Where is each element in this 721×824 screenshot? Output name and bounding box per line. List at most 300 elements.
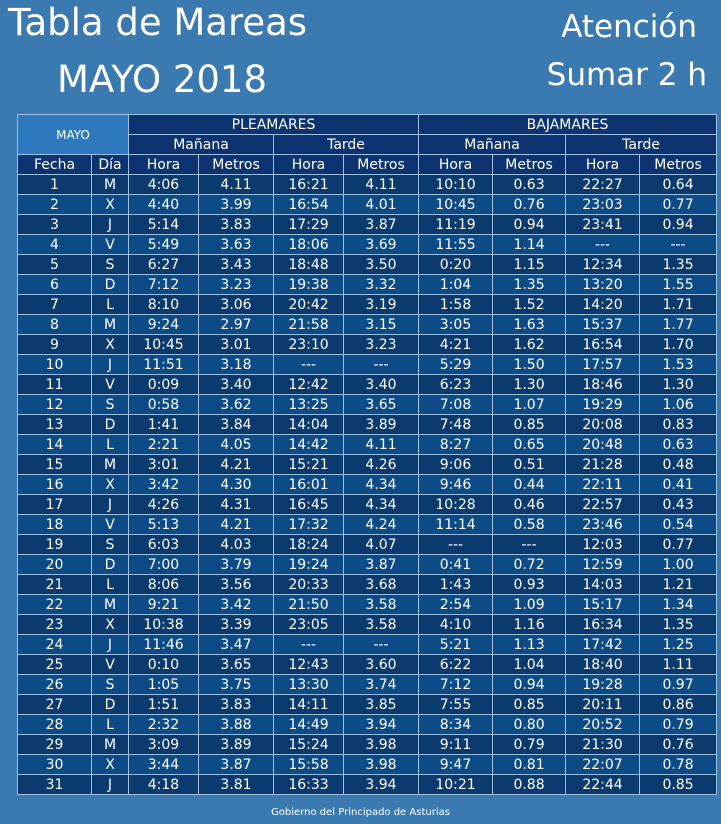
pleamar-manana-metros-cell: 4.31 [199, 495, 274, 515]
bajamar-manana-metros-cell: 1.04 [493, 655, 566, 675]
pleamar-tarde-metros-cell: 4.11 [344, 175, 419, 195]
pleamar-tarde-hora-cell: 19:24 [274, 555, 344, 575]
pleamar-tarde-metros-cell: 3.15 [344, 315, 419, 335]
table-row [18, 275, 717, 295]
bajamar-manana-metros-cell: 0.85 [493, 695, 566, 715]
dia-cell: V [92, 515, 129, 535]
bajamar-manana-hora-cell: 8:34 [419, 715, 493, 735]
bajamar-manana-metros-cell: 0.79 [493, 735, 566, 755]
dia-cell: J [92, 355, 129, 375]
bajamar-manana-metros-cell: 1.13 [493, 635, 566, 655]
bajamar-tarde-hora-cell: 16:54 [566, 335, 640, 355]
pleamar-tarde-metros-cell: 4.11 [344, 435, 419, 455]
pleamar-tarde-metros-cell: 3.89 [344, 415, 419, 435]
pleamar-manana-metros-cell: 3.47 [199, 635, 274, 655]
bajamar-manana-metros-cell: 0.72 [493, 555, 566, 575]
pleamar-tarde-hora-cell: 14:04 [274, 415, 344, 435]
dia-cell: D [92, 695, 129, 715]
dia-cell: J [92, 215, 129, 235]
bajamar-tarde-hora-cell: 15:17 [566, 595, 640, 615]
fecha-cell: 24 [18, 635, 92, 655]
pleamar-tarde-metros-cell: 3.98 [344, 735, 419, 755]
bajamar-manana-metros-cell: 0.46 [493, 495, 566, 515]
fecha-cell: 1 [18, 175, 92, 195]
pleamar-tarde-hora-cell: 15:58 [274, 755, 344, 775]
bajamar-tarde-hora-cell: 20:48 [566, 435, 640, 455]
pleamar-manana-metros-cell: 4.21 [199, 515, 274, 535]
pleamar-manana-hora-cell: 1:51 [129, 695, 199, 715]
table-row [18, 515, 717, 535]
table-row [18, 175, 717, 195]
pleamar-tarde-metros-cell: 4.26 [344, 455, 419, 475]
pleamar-manana-metros-cell: 3.40 [199, 375, 274, 395]
bajamar-tarde-hora-cell: 19:28 [566, 675, 640, 695]
pleamar-tarde-hora-cell: 18:48 [274, 255, 344, 275]
fecha-header: Fecha [18, 155, 92, 175]
pleamar-manana-metros-cell: 2.97 [199, 315, 274, 335]
bajamar-manana-metros-cell: 1.09 [493, 595, 566, 615]
pleamar-manana-metros-cell: 3.01 [199, 335, 274, 355]
bajamar-tarde-hora-cell: 18:46 [566, 375, 640, 395]
bajamar-tarde-metros-cell: 0.63 [640, 435, 717, 455]
bajamar-tarde-metros-cell: 1.11 [640, 655, 717, 675]
bajamar-manana-metros-cell: 0.58 [493, 515, 566, 535]
bajamar-manana-hora-cell: 7:12 [419, 675, 493, 695]
bajamar-manana-hora-cell: 8:27 [419, 435, 493, 455]
bajamar-tarde-hora-cell: 22:07 [566, 755, 640, 775]
pleamar-tarde-hora-cell: 19:38 [274, 275, 344, 295]
table-row [18, 735, 717, 755]
bajamar-tarde-metros-cell: 1.53 [640, 355, 717, 375]
dia-cell: D [92, 275, 129, 295]
fecha-cell: 18 [18, 515, 92, 535]
bajamar-manana-metros-cell: 1.62 [493, 335, 566, 355]
bajamar-manana-hora-cell: 0:41 [419, 555, 493, 575]
tide-table [17, 114, 717, 795]
pleamar-manana-hora-cell: 7:12 [129, 275, 199, 295]
metros-header: Metros [344, 155, 419, 175]
table-row [18, 395, 717, 415]
dia-cell: S [92, 395, 129, 415]
bajamar-manana-metros-cell: 0.80 [493, 715, 566, 735]
bajamar-manana-hora-cell: 6:23 [419, 375, 493, 395]
bajamar-tarde-hora-cell: 22:11 [566, 475, 640, 495]
table-row [18, 775, 717, 795]
pleamar-manana-metros-cell: 3.06 [199, 295, 274, 315]
pleamar-tarde-hora-cell: 17:32 [274, 515, 344, 535]
pleamar-manana-metros-cell: 3.39 [199, 615, 274, 635]
bajamar-tarde-metros-cell: 0.77 [640, 195, 717, 215]
pleamar-tarde-hora-cell: 18:06 [274, 235, 344, 255]
bajamar-tarde-metros-cell: 1.25 [640, 635, 717, 655]
bajamar-tarde-hora-cell: 19:29 [566, 395, 640, 415]
dia-cell: V [92, 375, 129, 395]
fecha-cell: 21 [18, 575, 92, 595]
bajamar-manana-hora-cell: 7:55 [419, 695, 493, 715]
bajamar-tarde-metros-cell: 1.06 [640, 395, 717, 415]
fecha-cell: 30 [18, 755, 92, 775]
fecha-cell: 5 [18, 255, 92, 275]
bajamar-tarde-hora-cell: 22:44 [566, 775, 640, 795]
fecha-cell: 7 [18, 295, 92, 315]
pleamar-manana-metros-cell: 3.75 [199, 675, 274, 695]
table-row [18, 695, 717, 715]
pleamar-manana-metros-cell: 3.81 [199, 775, 274, 795]
bajamar-manana-hora-cell: 7:48 [419, 415, 493, 435]
bajamar-manana-metros-cell: 1.35 [493, 275, 566, 295]
bajamar-manana-hora-cell: 10:21 [419, 775, 493, 795]
pleamar-tarde-metros-cell: 3.74 [344, 675, 419, 695]
pleamar-manana-metros-cell: 3.87 [199, 755, 274, 775]
pleamar-tarde-hora-cell: 21:58 [274, 315, 344, 335]
bajamares-tarde-header: Tarde [566, 135, 717, 155]
bajamar-manana-metros-cell: --- [493, 535, 566, 555]
pleamar-tarde-hora-cell: 12:42 [274, 375, 344, 395]
fecha-cell: 4 [18, 235, 92, 255]
pleamar-manana-hora-cell: 5:13 [129, 515, 199, 535]
fecha-cell: 29 [18, 735, 92, 755]
bajamar-manana-hora-cell: 9:47 [419, 755, 493, 775]
pleamares-tarde-header: Tarde [274, 135, 419, 155]
dia-cell: X [92, 475, 129, 495]
bajamar-manana-metros-cell: 0.65 [493, 435, 566, 455]
bajamar-manana-metros-cell: 0.88 [493, 775, 566, 795]
bajamar-manana-metros-cell: 1.52 [493, 295, 566, 315]
pleamar-tarde-metros-cell: 3.98 [344, 755, 419, 775]
table-row [18, 535, 717, 555]
pleamar-tarde-hora-cell: 20:42 [274, 295, 344, 315]
bajamar-manana-hora-cell: 2:54 [419, 595, 493, 615]
pleamar-tarde-metros-cell: 3.94 [344, 715, 419, 735]
pleamar-tarde-metros-cell: 3.50 [344, 255, 419, 275]
pleamar-manana-metros-cell: 3.79 [199, 555, 274, 575]
pleamar-manana-hora-cell: 4:26 [129, 495, 199, 515]
bajamar-manana-metros-cell: 1.63 [493, 315, 566, 335]
pleamar-manana-metros-cell: 3.23 [199, 275, 274, 295]
table-row [18, 675, 717, 695]
table-row [18, 455, 717, 475]
pleamar-manana-metros-cell: 3.83 [199, 215, 274, 235]
dia-cell: X [92, 615, 129, 635]
bajamar-tarde-metros-cell: --- [640, 235, 717, 255]
bajamar-tarde-metros-cell: 0.77 [640, 535, 717, 555]
hora-header: Hora [566, 155, 640, 175]
bajamar-tarde-hora-cell: 18:40 [566, 655, 640, 675]
month-label-cell: MAYO [18, 115, 129, 155]
pleamar-tarde-hora-cell: 14:11 [274, 695, 344, 715]
bajamar-manana-metros-cell: 1.15 [493, 255, 566, 275]
pleamar-tarde-hora-cell: 23:05 [274, 615, 344, 635]
dia-cell: M [92, 315, 129, 335]
bajamar-manana-hora-cell: 1:58 [419, 295, 493, 315]
bajamar-manana-hora-cell: 11:14 [419, 515, 493, 535]
dia-cell: X [92, 335, 129, 355]
bajamar-manana-hora-cell: 4:21 [419, 335, 493, 355]
table-row [18, 255, 717, 275]
pleamar-tarde-metros-cell: 3.40 [344, 375, 419, 395]
dia-header: Día [92, 155, 129, 175]
bajamar-tarde-hora-cell: 14:03 [566, 575, 640, 595]
bajamar-tarde-hora-cell: 22:57 [566, 495, 640, 515]
bajamar-tarde-hora-cell: 21:28 [566, 455, 640, 475]
bajamar-manana-hora-cell: 9:46 [419, 475, 493, 495]
pleamar-manana-metros-cell: 4.03 [199, 535, 274, 555]
pleamar-manana-hora-cell: 3:42 [129, 475, 199, 495]
metros-header: Metros [493, 155, 566, 175]
pleamar-tarde-hora-cell: 13:30 [274, 675, 344, 695]
pleamar-tarde-hora-cell: 16:21 [274, 175, 344, 195]
dia-cell: L [92, 575, 129, 595]
pleamar-tarde-hora-cell: 20:33 [274, 575, 344, 595]
table-row [18, 375, 717, 395]
pleamar-tarde-metros-cell: 3.19 [344, 295, 419, 315]
dia-cell: J [92, 495, 129, 515]
bajamar-tarde-hora-cell: 16:34 [566, 615, 640, 635]
bajamar-tarde-metros-cell: 0.76 [640, 735, 717, 755]
fecha-cell: 10 [18, 355, 92, 375]
table-row [18, 215, 717, 235]
pleamar-manana-hora-cell: 8:10 [129, 295, 199, 315]
pleamar-tarde-metros-cell: 3.32 [344, 275, 419, 295]
bajamar-manana-hora-cell: 1:43 [419, 575, 493, 595]
bajamar-manana-metros-cell: 0.76 [493, 195, 566, 215]
fecha-cell: 6 [18, 275, 92, 295]
pleamar-manana-hora-cell: 1:05 [129, 675, 199, 695]
pleamar-tarde-metros-cell: 3.58 [344, 615, 419, 635]
pleamar-tarde-metros-cell: 4.01 [344, 195, 419, 215]
pleamar-tarde-hora-cell: 14:49 [274, 715, 344, 735]
fecha-cell: 27 [18, 695, 92, 715]
pleamar-manana-metros-cell: 3.84 [199, 415, 274, 435]
hora-header: Hora [129, 155, 199, 175]
pleamar-tarde-hora-cell: 16:45 [274, 495, 344, 515]
fecha-cell: 2 [18, 195, 92, 215]
table-row [18, 415, 717, 435]
pleamar-manana-hora-cell: 3:44 [129, 755, 199, 775]
bajamar-manana-metros-cell: 0.44 [493, 475, 566, 495]
bajamar-tarde-metros-cell: 0.85 [640, 775, 717, 795]
pleamar-tarde-hora-cell: 12:43 [274, 655, 344, 675]
pleamar-manana-hora-cell: 4:40 [129, 195, 199, 215]
dia-cell: M [92, 595, 129, 615]
bajamar-manana-hora-cell: 0:20 [419, 255, 493, 275]
pleamar-tarde-hora-cell: 15:24 [274, 735, 344, 755]
fecha-cell: 14 [18, 435, 92, 455]
bajamar-tarde-metros-cell: 1.35 [640, 255, 717, 275]
bajamar-tarde-hora-cell: 20:11 [566, 695, 640, 715]
bajamar-tarde-metros-cell: 0.48 [640, 455, 717, 475]
pleamar-manana-metros-cell: 3.83 [199, 695, 274, 715]
pleamar-manana-metros-cell: 3.63 [199, 235, 274, 255]
pleamar-manana-metros-cell: 3.89 [199, 735, 274, 755]
bajamar-tarde-hora-cell: 12:59 [566, 555, 640, 575]
fecha-cell: 8 [18, 315, 92, 335]
bajamar-tarde-hora-cell: 14:20 [566, 295, 640, 315]
pleamar-tarde-metros-cell: 3.68 [344, 575, 419, 595]
fecha-cell: 11 [18, 375, 92, 395]
bajamar-tarde-hora-cell: 23:41 [566, 215, 640, 235]
bajamar-manana-metros-cell: 0.81 [493, 755, 566, 775]
pleamar-manana-metros-cell: 3.43 [199, 255, 274, 275]
bajamar-manana-metros-cell: 1.07 [493, 395, 566, 415]
bajamar-manana-hora-cell: 10:45 [419, 195, 493, 215]
bajamar-tarde-hora-cell: 17:57 [566, 355, 640, 375]
table-row [18, 575, 717, 595]
bajamar-tarde-metros-cell: 0.94 [640, 215, 717, 235]
bajamar-tarde-metros-cell: 0.83 [640, 415, 717, 435]
pleamar-manana-hora-cell: 2:21 [129, 435, 199, 455]
bajamar-tarde-hora-cell: 15:37 [566, 315, 640, 335]
table-row [18, 615, 717, 635]
bajamar-tarde-metros-cell: 0.54 [640, 515, 717, 535]
bajamar-manana-hora-cell: 5:29 [419, 355, 493, 375]
bajamares-header: BAJAMARES [419, 115, 717, 135]
pleamar-tarde-hora-cell: 13:25 [274, 395, 344, 415]
pleamar-tarde-hora-cell: --- [274, 635, 344, 655]
pleamares-header: PLEAMARES [129, 115, 419, 135]
pleamar-manana-metros-cell: 3.99 [199, 195, 274, 215]
fecha-cell: 31 [18, 775, 92, 795]
fecha-cell: 26 [18, 675, 92, 695]
dia-cell: L [92, 435, 129, 455]
dia-cell: L [92, 295, 129, 315]
pleamar-tarde-hora-cell: 16:01 [274, 475, 344, 495]
bajamar-manana-hora-cell: 11:19 [419, 215, 493, 235]
pleamar-manana-hora-cell: 7:00 [129, 555, 199, 575]
bajamar-tarde-metros-cell: 1.77 [640, 315, 717, 335]
table-row [18, 635, 717, 655]
fecha-cell: 15 [18, 455, 92, 475]
pleamares-manana-header: Mañana [129, 135, 274, 155]
fecha-cell: 25 [18, 655, 92, 675]
metros-header: Metros [199, 155, 274, 175]
fecha-cell: 3 [18, 215, 92, 235]
fecha-cell: 16 [18, 475, 92, 495]
bajamar-tarde-metros-cell: 0.43 [640, 495, 717, 515]
pleamar-manana-hora-cell: 4:18 [129, 775, 199, 795]
table-row [18, 235, 717, 255]
bajamar-tarde-metros-cell: 1.30 [640, 375, 717, 395]
footer-credit: Gobierno del Principado de Asturias [271, 807, 450, 818]
pleamar-manana-hora-cell: 4:06 [129, 175, 199, 195]
bajamar-tarde-metros-cell: 1.55 [640, 275, 717, 295]
hora-header: Hora [274, 155, 344, 175]
fecha-cell: 28 [18, 715, 92, 735]
hora-header: Hora [419, 155, 493, 175]
bajamar-tarde-metros-cell: 0.86 [640, 695, 717, 715]
bajamar-tarde-hora-cell: 21:30 [566, 735, 640, 755]
header-row-columns [18, 155, 717, 175]
table-row [18, 755, 717, 775]
pleamar-manana-hora-cell: 3:09 [129, 735, 199, 755]
pleamar-manana-hora-cell: 1:41 [129, 415, 199, 435]
bajamar-manana-metros-cell: 1.30 [493, 375, 566, 395]
pleamar-tarde-metros-cell: --- [344, 635, 419, 655]
bajamar-tarde-hora-cell: 20:52 [566, 715, 640, 735]
bajamar-tarde-hora-cell: 23:46 [566, 515, 640, 535]
bajamar-tarde-metros-cell: 0.79 [640, 715, 717, 735]
pleamar-tarde-metros-cell: 3.69 [344, 235, 419, 255]
bajamar-manana-hora-cell: 11:55 [419, 235, 493, 255]
dia-cell: L [92, 715, 129, 735]
pleamar-manana-hora-cell: 8:06 [129, 575, 199, 595]
pleamar-manana-hora-cell: 9:21 [129, 595, 199, 615]
pleamar-manana-metros-cell: 3.18 [199, 355, 274, 375]
pleamar-tarde-metros-cell: 4.24 [344, 515, 419, 535]
table-row [18, 475, 717, 495]
bajamar-manana-metros-cell: 0.94 [493, 675, 566, 695]
table-row [18, 495, 717, 515]
pleamar-manana-metros-cell: 4.30 [199, 475, 274, 495]
dia-cell: D [92, 415, 129, 435]
bajamar-manana-metros-cell: 0.94 [493, 215, 566, 235]
bajamar-manana-hora-cell: 10:28 [419, 495, 493, 515]
bajamar-tarde-hora-cell: 13:20 [566, 275, 640, 295]
table-row [18, 355, 717, 375]
bajamar-manana-hora-cell: 1:04 [419, 275, 493, 295]
dia-cell: J [92, 635, 129, 655]
pleamar-manana-hora-cell: 2:32 [129, 715, 199, 735]
fecha-cell: 23 [18, 615, 92, 635]
fecha-cell: 20 [18, 555, 92, 575]
pleamar-manana-hora-cell: 3:01 [129, 455, 199, 475]
bajamar-manana-hora-cell: 5:21 [419, 635, 493, 655]
pleamar-manana-metros-cell: 4.05 [199, 435, 274, 455]
pleamar-tarde-metros-cell: 4.07 [344, 535, 419, 555]
pleamar-tarde-hora-cell: 16:33 [274, 775, 344, 795]
page-title: Tabla de Mareas [8, 1, 308, 44]
bajamar-manana-hora-cell: 6:22 [419, 655, 493, 675]
notice-line-2: Sumar 2 h [546, 57, 707, 93]
bajamar-manana-metros-cell: 0.51 [493, 455, 566, 475]
metros-header: Metros [640, 155, 717, 175]
dia-cell: M [92, 175, 129, 195]
pleamar-tarde-hora-cell: 21:50 [274, 595, 344, 615]
bajamar-tarde-metros-cell: 0.41 [640, 475, 717, 495]
pleamar-tarde-metros-cell: 3.65 [344, 395, 419, 415]
bajamar-manana-hora-cell: --- [419, 535, 493, 555]
table-row [18, 715, 717, 735]
dia-cell: M [92, 735, 129, 755]
pleamar-tarde-hora-cell: 14:42 [274, 435, 344, 455]
pleamar-tarde-metros-cell: 4.34 [344, 475, 419, 495]
bajamar-tarde-metros-cell: 1.34 [640, 595, 717, 615]
table-row [18, 555, 717, 575]
bajamar-tarde-hora-cell: 12:34 [566, 255, 640, 275]
pleamar-tarde-metros-cell: 3.23 [344, 335, 419, 355]
table-row [18, 195, 717, 215]
table-row [18, 655, 717, 675]
fecha-cell: 12 [18, 395, 92, 415]
pleamar-tarde-metros-cell: 3.94 [344, 775, 419, 795]
bajamar-tarde-metros-cell: 1.21 [640, 575, 717, 595]
pleamar-manana-hora-cell: 0:09 [129, 375, 199, 395]
bajamar-tarde-metros-cell: 0.78 [640, 755, 717, 775]
pleamar-manana-metros-cell: 3.62 [199, 395, 274, 415]
pleamar-manana-metros-cell: 3.42 [199, 595, 274, 615]
pleamar-tarde-metros-cell: 3.60 [344, 655, 419, 675]
pleamar-tarde-hora-cell: 17:29 [274, 215, 344, 235]
bajamar-tarde-hora-cell: 20:08 [566, 415, 640, 435]
bajamar-manana-hora-cell: 3:05 [419, 315, 493, 335]
month-heading: MAYO 2018 [57, 58, 267, 101]
dia-cell: V [92, 655, 129, 675]
pleamar-tarde-metros-cell: 3.58 [344, 595, 419, 615]
pleamar-manana-hora-cell: 11:46 [129, 635, 199, 655]
pleamar-manana-hora-cell: 0:10 [129, 655, 199, 675]
pleamar-manana-metros-cell: 3.56 [199, 575, 274, 595]
dia-cell: D [92, 555, 129, 575]
